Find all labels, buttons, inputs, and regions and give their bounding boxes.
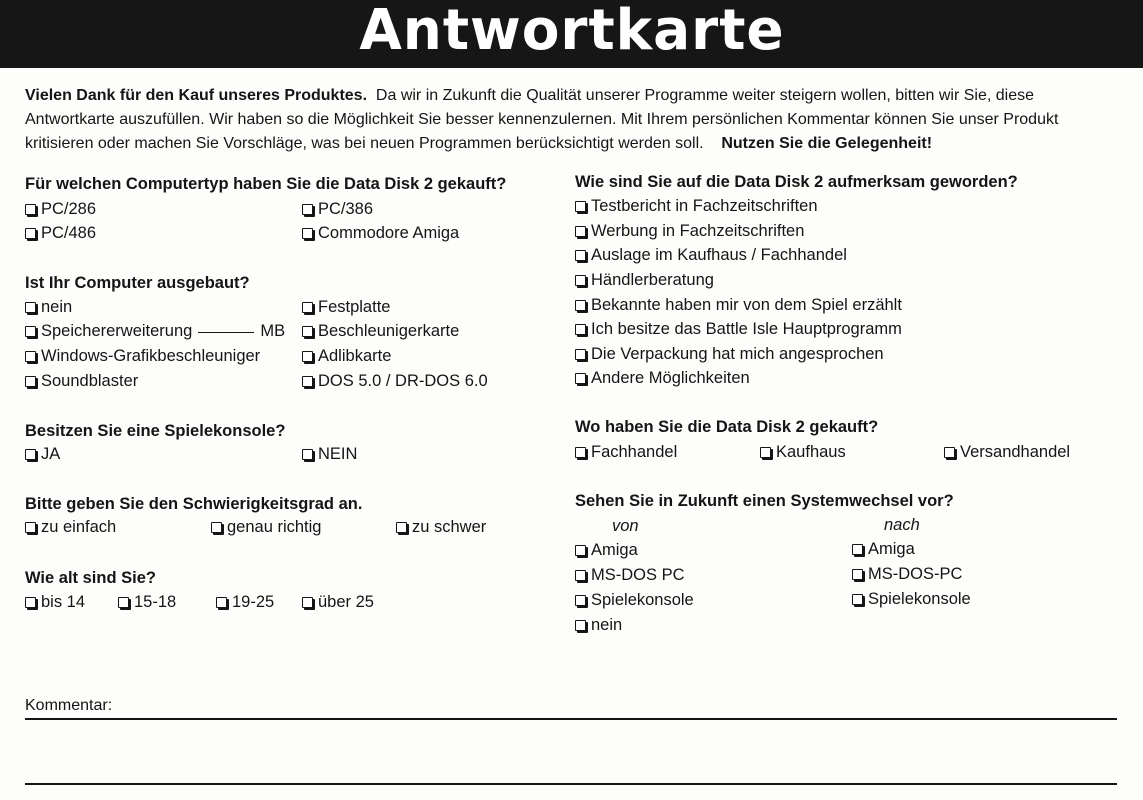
checkbox-icon[interactable] — [575, 201, 586, 212]
option-kaufhaus[interactable]: Kaufhaus — [760, 443, 846, 462]
checkbox-icon[interactable] — [302, 597, 313, 608]
checkbox-icon[interactable] — [302, 351, 313, 362]
option-bis-14[interactable]: bis 14 — [25, 593, 85, 612]
checkbox-icon[interactable] — [25, 302, 36, 313]
option-zu-schwer[interactable]: zu schwer — [396, 518, 486, 537]
checkbox-icon[interactable] — [302, 204, 313, 215]
option-pc486[interactable]: PC/486 — [25, 224, 96, 243]
option-ja[interactable]: JA — [25, 445, 60, 464]
checkbox-icon[interactable] — [25, 204, 36, 215]
question-alter: Wie alt sind Sie? — [25, 569, 156, 587]
checkbox-icon[interactable] — [118, 597, 129, 608]
question-ausgebaut: Ist Ihr Computer ausgebaut? — [25, 274, 250, 292]
option-nach-spielekonsole[interactable]: Spielekonsole — [852, 590, 971, 609]
checkbox-icon[interactable] — [575, 300, 586, 311]
checkbox-icon[interactable] — [852, 544, 863, 555]
checkbox-icon[interactable] — [575, 324, 586, 335]
option-beschleunigerkarte[interactable]: Beschleunigerkarte — [302, 322, 459, 341]
checkbox-icon[interactable] — [302, 228, 313, 239]
intro-lead: Vielen Dank für den Kauf unseres Produktes. — [25, 87, 368, 104]
header-bar — [0, 0, 1143, 68]
checkbox-icon[interactable] — [216, 597, 227, 608]
question-konsole: Besitzen Sie eine Spielekonsole? — [25, 422, 286, 440]
checkbox-icon[interactable] — [575, 447, 586, 458]
option-dos[interactable]: DOS 5.0 / DR-DOS 6.0 — [302, 372, 488, 391]
label-nach: nach — [884, 516, 920, 534]
checkbox-icon[interactable] — [944, 447, 955, 458]
option-bekannte[interactable]: Bekannte haben mir von dem Spiel erzählt — [575, 296, 902, 315]
intro-line3: kritisieren oder machen Sie Vorschläge, was bei neuen Programmen berücksichtigt werden soll. — [25, 135, 704, 152]
checkbox-icon[interactable] — [575, 570, 586, 581]
option-von-amiga[interactable]: Amiga — [575, 541, 638, 560]
option-pc286[interactable]: PC/286 — [25, 200, 96, 219]
question-systemwechsel: Sehen Sie in Zukunft einen Systemwechsel vor? — [575, 492, 954, 510]
checkbox-icon[interactable] — [25, 351, 36, 362]
checkbox-icon[interactable] — [575, 545, 586, 556]
checkbox-icon[interactable] — [396, 522, 407, 533]
option-von-spielekonsole[interactable]: Spielekonsole — [575, 591, 694, 610]
checkbox-icon[interactable] — [575, 250, 586, 261]
option-andere[interactable]: Andere Möglichkeiten — [575, 369, 750, 388]
option-hauptprogramm[interactable]: Ich besitze das Battle Isle Hauptprogramm — [575, 320, 902, 339]
intro-closing: Nutzen Sie die Gelegenheit! — [721, 135, 933, 152]
checkbox-icon[interactable] — [25, 228, 36, 239]
checkbox-icon[interactable] — [852, 594, 863, 605]
option-pc386[interactable]: PC/386 — [302, 200, 373, 219]
option-von-nein[interactable]: nein — [575, 616, 622, 635]
checkbox-icon[interactable] — [575, 595, 586, 606]
checkbox-icon[interactable] — [302, 376, 313, 387]
option-haendlerberatung[interactable]: Händlerberatung — [575, 271, 714, 290]
checkbox-icon[interactable] — [25, 376, 36, 387]
option-ueber-25[interactable]: über 25 — [302, 593, 374, 612]
option-genau-richtig[interactable]: genau richtig — [211, 518, 321, 537]
intro-line2: Antwortkarte auszufüllen. Wir haben so die Möglichkeit Sie besser kennenzulernen. Mit Ihrem persönlichen Kommentar können Sie unser Produkt — [25, 111, 1059, 128]
checkbox-icon[interactable] — [852, 569, 863, 580]
option-von-msdos[interactable]: MS-DOS PC — [575, 566, 685, 585]
checkbox-icon[interactable] — [575, 349, 586, 360]
checkbox-icon[interactable] — [302, 326, 313, 337]
label-von: von — [612, 517, 639, 535]
question-schwierigkeit: Bitte geben Sie den Schwierigkeitsgrad an. — [25, 495, 363, 513]
option-verpackung[interactable]: Die Verpackung hat mich angesprochen — [575, 345, 884, 364]
option-nein-konsole[interactable]: NEIN — [302, 445, 357, 464]
page-title: Antwortkarte — [358, 0, 785, 63]
option-zu-einfach[interactable]: zu einfach — [25, 518, 116, 537]
checkbox-icon[interactable] — [25, 449, 36, 460]
option-nein[interactable]: nein — [25, 298, 72, 317]
checkbox-icon[interactable] — [211, 522, 222, 533]
option-amiga[interactable]: Commodore Amiga — [302, 224, 459, 243]
question-aufmerksam: Wie sind Sie auf die Data Disk 2 aufmerksam geworden? — [575, 173, 1018, 191]
option-15-18[interactable]: 15-18 — [118, 593, 176, 612]
comment-label: Kommentar: — [25, 697, 113, 714]
option-auslage[interactable]: Auslage im Kaufhaus / Fachhandel — [575, 246, 847, 265]
checkbox-icon[interactable] — [302, 302, 313, 313]
comment-line-1[interactable] — [25, 718, 1117, 720]
checkbox-icon[interactable] — [25, 522, 36, 533]
option-19-25[interactable]: 19-25 — [216, 593, 274, 612]
option-adlibkarte[interactable]: Adlibkarte — [302, 347, 391, 366]
checkbox-icon[interactable] — [302, 449, 313, 460]
checkbox-icon[interactable] — [575, 373, 586, 384]
option-testbericht[interactable]: Testbericht in Fachzeitschriften — [575, 197, 818, 216]
question-gekauft: Wo haben Sie die Data Disk 2 gekauft? — [575, 418, 879, 436]
intro-text — [25, 84, 1125, 156]
option-versandhandel[interactable]: Versandhandel — [944, 443, 1070, 462]
checkbox-icon[interactable] — [575, 620, 586, 631]
checkbox-icon[interactable] — [25, 597, 36, 608]
mb-blank-field[interactable] — [198, 332, 254, 333]
checkbox-icon[interactable] — [25, 326, 36, 337]
comment-line-2[interactable] — [25, 783, 1117, 785]
option-nach-amiga[interactable]: Amiga — [852, 540, 915, 559]
option-werbung[interactable]: Werbung in Fachzeitschriften — [575, 222, 804, 241]
option-soundblaster[interactable]: Soundblaster — [25, 372, 138, 391]
checkbox-icon[interactable] — [760, 447, 771, 458]
option-windows-grafik[interactable]: Windows-Grafikbeschleuniger — [25, 347, 260, 366]
checkbox-icon[interactable] — [575, 275, 586, 286]
intro-line1: Da wir in Zukunft die Qualität unserer Programme weiter steigern wollen, bitten wir Sie, diese — [375, 87, 1034, 104]
checkbox-icon[interactable] — [575, 226, 586, 237]
option-festplatte[interactable]: Festplatte — [302, 298, 390, 317]
option-speichererweiterung[interactable]: Speichererweiterung MB — [25, 322, 285, 341]
option-nach-msdos[interactable]: MS-DOS-PC — [852, 565, 962, 584]
option-fachhandel[interactable]: Fachhandel — [575, 443, 677, 462]
question-computertyp: Für welchen Computertyp haben Sie die Data Disk 2 gekauft? — [25, 175, 507, 193]
